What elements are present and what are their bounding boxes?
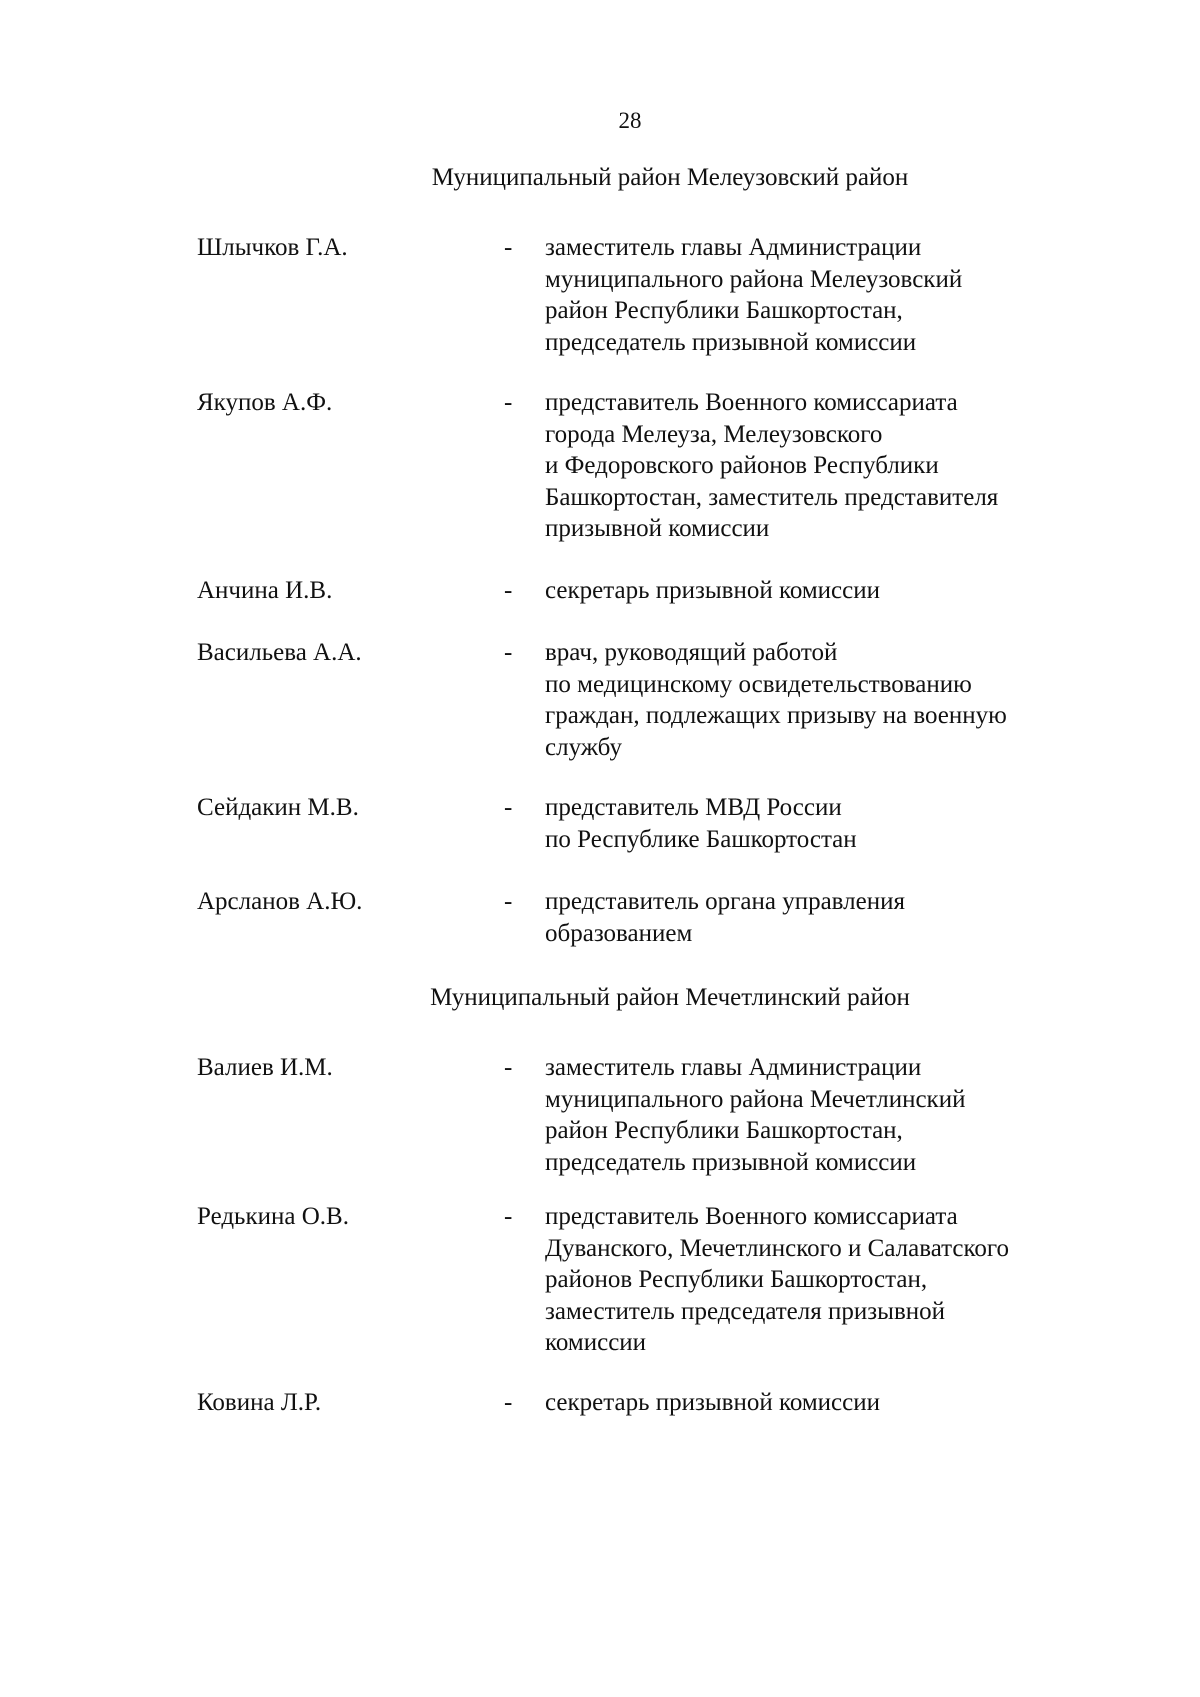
dash-separator: - xyxy=(504,234,513,261)
role-line: Дуванского, Мечетлинского и Салаватского xyxy=(545,1234,1009,1262)
role-line: район Республики Башкортостан, xyxy=(545,297,903,324)
role-line: представитель МВД России xyxy=(545,794,842,821)
role-line: председатель призывной комиссии xyxy=(545,328,917,356)
role-line: города Мелеуза, Мелеузовского xyxy=(545,420,883,448)
page-number: 28 xyxy=(618,108,642,133)
role-line: муниципального района Мечетлинский xyxy=(545,1085,966,1113)
dash-separator: - xyxy=(504,577,513,604)
role-line: представитель органа управления xyxy=(545,888,905,915)
role-line: комиссии xyxy=(545,1329,647,1356)
member-name: Редькина О.В. xyxy=(197,1203,349,1230)
member-role xyxy=(545,1387,1085,1419)
dash-separator: - xyxy=(504,389,513,416)
role-line: и Федоровского районов Республики xyxy=(545,452,939,479)
role-line: Башкортостан, заместитель представителя xyxy=(545,483,999,511)
role-line: секретарь призывной комиссии xyxy=(545,1389,881,1416)
member-role xyxy=(545,792,1085,855)
role-line: муниципального района Мелеузовский xyxy=(545,265,963,293)
member-role xyxy=(545,387,1085,545)
member-name: Ковина Л.Р. xyxy=(197,1389,322,1416)
role-line: представитель Военного комиссариата xyxy=(545,389,958,416)
role-line: председатель призывной комиссии xyxy=(545,1148,917,1176)
role-line: заместитель главы Администрации xyxy=(545,234,922,261)
role-line: представитель Военного комиссариата xyxy=(545,1203,958,1230)
role-line: секретарь призывной комиссии xyxy=(545,577,881,604)
dash-separator: - xyxy=(504,1389,513,1416)
member-name: Анчина И.В. xyxy=(197,577,333,604)
section-title-meleuz: Муниципальный район Мелеузовский район xyxy=(431,164,909,191)
dash-separator: - xyxy=(504,1054,513,1081)
dash-separator: - xyxy=(504,639,513,666)
member-role xyxy=(545,886,1085,949)
member-role xyxy=(545,637,1085,763)
role-line: призывной комиссии xyxy=(545,515,770,542)
member-name: Арсланов А.Ю. xyxy=(197,888,363,915)
role-line: врач, руководящий работой xyxy=(545,639,838,666)
role-line: по медицинскому освидетельствованию xyxy=(545,670,972,698)
role-line: граждан, подлежащих призыву на военную xyxy=(545,702,1007,729)
member-name: Якупов А.Ф. xyxy=(197,389,333,416)
dash-separator: - xyxy=(504,1203,513,1230)
member-role xyxy=(545,1052,1085,1178)
member-name: Шлычков Г.А. xyxy=(197,234,348,261)
role-line: образованием xyxy=(545,919,693,947)
role-line: заместитель председателя призывной xyxy=(545,1297,945,1325)
section-title-mechetli: Муниципальный район Мечетлинский район xyxy=(430,984,910,1011)
member-name: Валиев И.М. xyxy=(197,1054,333,1081)
dash-separator: - xyxy=(504,794,513,821)
dash-separator: - xyxy=(504,888,513,915)
role-line: по Республике Башкортостан xyxy=(545,825,857,853)
role-line: заместитель главы Администрации xyxy=(545,1054,922,1081)
member-role xyxy=(545,575,1085,607)
role-line: районов Республики Башкортостан, xyxy=(545,1266,928,1293)
member-name: Васильева А.А. xyxy=(197,639,362,666)
role-line: район Республики Башкортостан, xyxy=(545,1117,903,1144)
member-role xyxy=(545,1201,1085,1359)
role-line: службу xyxy=(545,733,622,761)
member-role xyxy=(545,232,1085,358)
member-name: Сейдакин М.В. xyxy=(197,794,359,821)
